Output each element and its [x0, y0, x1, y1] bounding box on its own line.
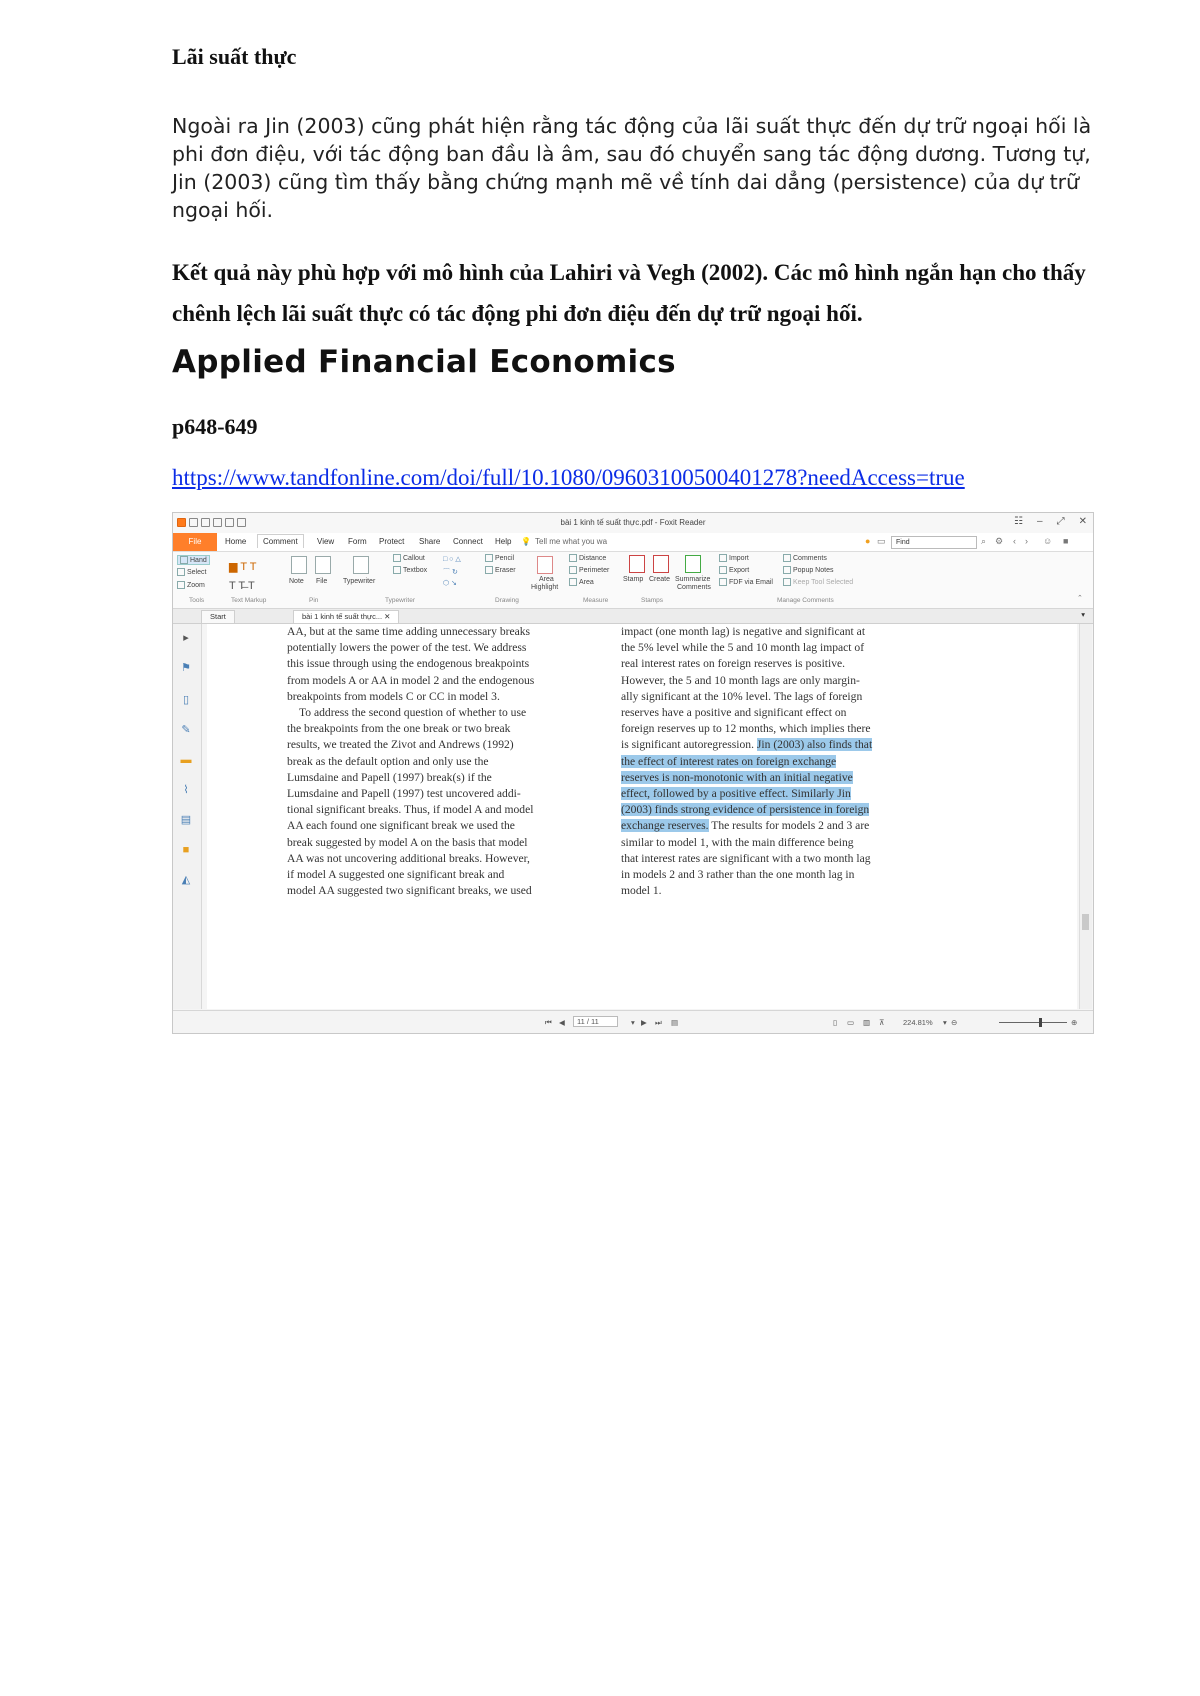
callout-icon — [393, 554, 401, 562]
pdf-text: foreign reserves up to 12 months, which implies there — [621, 722, 871, 736]
first-page-icon[interactable]: ⏮ — [545, 1018, 552, 1027]
pdf-text-line — [621, 867, 931, 883]
close-tab-icon[interactable]: ✕ — [384, 612, 391, 621]
document-tab-label: bài 1 kinh tế suất thực... — [302, 612, 383, 621]
text-markup-icons[interactable]: T T̶ T — [229, 580, 255, 592]
pdf-text-line — [621, 673, 931, 689]
highlighted-text[interactable]: exchange reserves. — [621, 819, 709, 833]
export-icon — [719, 566, 727, 574]
pdf-text-line — [621, 818, 931, 834]
pdf-text-line — [621, 640, 931, 656]
document-tabs — [173, 609, 1093, 624]
tab-document[interactable] — [293, 610, 399, 623]
fdf-email-button[interactable]: FDF via Email — [719, 578, 773, 586]
group-label-measure: Measure — [583, 597, 609, 604]
zoom-slider-knob[interactable] — [1039, 1018, 1042, 1027]
comments-button[interactable]: Comments — [783, 554, 827, 562]
export-button[interactable]: Export — [719, 566, 749, 574]
find-input[interactable]: Find — [891, 536, 977, 549]
zoom-tool-button[interactable]: Zoom — [177, 581, 205, 589]
group-label-manage-comments: Manage Comments — [777, 597, 834, 604]
window-title: bài 1 kinh tế suất thực.pdf - Foxit Reader — [560, 518, 706, 527]
highlighted-text[interactable]: Jin (2003) also finds that — [756, 738, 873, 752]
close-icon[interactable]: ✕ — [1078, 516, 1087, 527]
folder-icon[interactable]: ▭ — [877, 536, 886, 546]
search-icon[interactable]: ⌕ — [981, 536, 987, 546]
pdf-text-line: AA each found one significant break we used the — [287, 819, 515, 833]
previous-result-icon[interactable]: ‹ — [1013, 536, 1016, 546]
group-label-tools: Tools — [189, 597, 205, 604]
pdf-text: ally significant at the 10% level. The lags of foreign — [621, 689, 863, 703]
doi-link[interactable]: https://www.tandfonline.com/doi/full/10.1080/09603100500401278?needAccess=true — [172, 465, 965, 490]
email-icon — [719, 578, 727, 586]
attachments-icon[interactable]: ⌇ — [183, 784, 189, 796]
minimize-icon[interactable]: – — [1037, 516, 1043, 527]
textbox-icon — [393, 566, 401, 574]
tell-me-input[interactable]: Tell me what you wa — [535, 537, 608, 546]
tab-view[interactable]: View — [317, 537, 335, 546]
pdf-text-line — [621, 689, 931, 705]
perimeter-button[interactable]: Perimeter — [569, 566, 609, 574]
expand-panel-icon[interactable]: ▸ — [183, 632, 189, 644]
pencil-icon — [485, 554, 493, 562]
select-tool-button[interactable]: Select — [177, 568, 206, 576]
maximize-icon[interactable]: ⤢ — [1056, 516, 1065, 527]
bold-paragraph: Kết quả này phù hợp với mô hình của Lahiri và Vegh (2002). Các mô hình ngắn hạn cho thấy chênh lệch lãi suất thực có tác động phi đơn điệu đến dự trữ ngoại hối. — [172, 260, 1086, 326]
pdf-text: impact (one month lag) is negative and significant at — [621, 625, 866, 638]
note-icon[interactable] — [291, 556, 307, 574]
embedded-screenshot — [172, 512, 1094, 1034]
zoom-dropdown-icon[interactable]: ▾ — [943, 1018, 947, 1027]
menu-bar — [173, 533, 1093, 552]
page-range: p648-649 — [172, 414, 258, 439]
pdf-text-line: break suggested by model A on the basis that model — [287, 835, 528, 849]
body-paragraph: Ngoài ra Jin (2003) cũng phát hiện rằng tác động của lãi suất thực đến dự trữ ngoại hối là phi đơn điệu, với tác động ban đầu là âm, sau đó chuyển sang tác động dương. Tương tự, Jin (2003) cũng tìm thấy bằng chứng mạnh mẽ về tính dai dẳng (persistence) của dự trữ ngoại hối. — [172, 114, 1092, 222]
pdf-text-line: the breakpoints from the one break or two break — [287, 722, 511, 736]
zoom-slider[interactable] — [999, 1022, 1067, 1023]
pdf-text: reserves have a positive and significant effect on — [621, 706, 847, 720]
pdf-text-line: Lumsdaine and Papell (1997) break(s) if the — [287, 770, 492, 784]
pdf-text-line: breakpoints from models C or CC in model 3. — [287, 689, 500, 703]
pdf-text-line — [621, 656, 931, 672]
highlighted-text[interactable]: (2003) finds strong evidence of persistence in foreign — [621, 803, 870, 817]
next-result-icon[interactable]: › — [1025, 536, 1028, 546]
facing-page-icon[interactable]: ▥ — [863, 1018, 871, 1027]
help-icon[interactable]: ■ — [1063, 536, 1069, 546]
hand-icon — [180, 556, 188, 564]
area-button[interactable]: Area — [569, 578, 594, 586]
pdf-text-line — [621, 705, 931, 721]
popup-notes-button[interactable]: Popup Notes — [783, 566, 833, 574]
page-view-icon[interactable]: ▤ — [671, 1018, 679, 1027]
perimeter-icon — [569, 566, 577, 574]
checkbox-icon — [783, 578, 791, 586]
pdf-text-line — [621, 737, 931, 753]
note-button[interactable]: Note — [289, 578, 304, 585]
comments-icon — [783, 554, 791, 562]
previous-page-icon[interactable]: ◀ — [559, 1018, 565, 1027]
title-bar — [173, 513, 1093, 533]
distance-button[interactable]: Distance — [569, 554, 606, 562]
pdf-text-line — [621, 754, 931, 770]
highlighted-text[interactable]: effect, followed by a positive effect. Similarly Jin — [621, 787, 851, 801]
line-icons[interactable]: ⌒ ↻ — [443, 569, 458, 576]
hand-tool-button[interactable]: Hand — [177, 555, 210, 565]
pdf-text: is significant autoregression. — [621, 738, 757, 752]
pdf-text-line — [621, 835, 931, 851]
account-icon[interactable]: ☺ — [1043, 536, 1053, 546]
create-stamp-icon[interactable] — [653, 555, 669, 573]
continuous-page-icon[interactable]: ▭ — [847, 1018, 855, 1027]
area-highlight-label-1[interactable]: Area — [539, 576, 554, 583]
journal-title: Applied Financial Economics — [172, 344, 676, 380]
callout-button[interactable]: Callout — [393, 554, 425, 562]
summarize-label-2[interactable]: Comments — [677, 584, 711, 591]
security-icon[interactable]: ■ — [182, 844, 190, 856]
pdf-right-column — [621, 624, 931, 899]
import-icon — [719, 554, 727, 562]
tab-connect[interactable]: Connect — [453, 537, 483, 546]
next-page-icon[interactable]: ▶ — [641, 1018, 647, 1027]
pdf-text: However, the 5 and 10 month lags are only margin- — [621, 673, 860, 687]
page-dropdown-icon[interactable]: ▾ — [631, 1018, 635, 1027]
pdf-text-line: from models A or AA in model 2 and the endogenous — [287, 673, 535, 687]
fit-icon[interactable]: ⊼ — [879, 1018, 885, 1027]
pdf-text-line: model AA suggested two significant breaks, we used — [287, 884, 532, 898]
highlighted-text[interactable]: reserves is non-monotonic with an initial negative — [621, 770, 853, 784]
pdf-text-line: AA, but at the same time adding unnecessary breaks — [287, 625, 531, 638]
zoom-out-icon[interactable]: ⊖ — [951, 1018, 958, 1027]
typewriter-button[interactable]: Typewriter — [343, 578, 376, 585]
create-button[interactable]: Create — [649, 576, 671, 583]
window-controls — [1014, 516, 1087, 527]
pdf-text: similar to model 1, with the main difference being — [621, 835, 854, 849]
pdf-text: The results for models 2 and 3 are — [708, 819, 870, 833]
tags-icon[interactable]: ◭ — [181, 874, 191, 886]
pdf-text-line: potentially lowers the power of the test. We address — [287, 641, 527, 655]
polygon-icons[interactable]: ⬡ ↘ — [443, 580, 457, 587]
stamp-button[interactable]: Stamp — [623, 576, 644, 583]
area-highlight-icon[interactable] — [537, 556, 553, 574]
pdf-text: real interest rates on foreign reserves is positive. — [621, 657, 846, 671]
zoom-in-icon[interactable]: ⊕ — [1071, 1018, 1078, 1027]
textbox-button[interactable]: Textbox — [393, 566, 427, 574]
pdf-text-line: To address the second question of whether to use — [299, 706, 527, 720]
group-label-typewriter: Typewriter — [385, 597, 415, 604]
vertical-scrollbar[interactable] — [1079, 624, 1092, 1009]
group-label-text-markup: Text Markup — [231, 597, 267, 604]
ribbon-options-icon[interactable]: ☷ — [1014, 516, 1024, 527]
scrollbar-thumb[interactable] — [1082, 914, 1089, 930]
eraser-button[interactable]: Eraser — [485, 566, 516, 574]
pdf-text-line — [621, 624, 931, 640]
zoom-icon — [177, 581, 185, 589]
pdf-text: that interest rates are significant with a two month lag — [621, 851, 871, 865]
pdf-text-line: tional significant breaks. Thus, if model A and model — [287, 803, 534, 817]
area-highlight-label-2[interactable]: Highlight — [531, 584, 559, 591]
pdf-text-line: if model A suggested one significant break and — [287, 868, 505, 882]
summarize-label-1[interactable]: Summarize — [675, 576, 711, 583]
tab-protect[interactable]: Protect — [379, 537, 405, 546]
pdf-text: model 1. — [621, 884, 662, 898]
highlight-text-icon[interactable]: ▆ T T — [229, 561, 257, 573]
keep-tool-selected-checkbox[interactable]: Keep Tool Selected — [783, 578, 853, 586]
bookmarks-icon[interactable]: ⚑ — [181, 662, 191, 674]
pdf-text-line: results, we treated the Zivot and Andrews (1992) — [287, 738, 514, 752]
zoom-level[interactable]: 224.81% — [903, 1018, 933, 1027]
status-bar — [173, 1010, 1093, 1033]
pdf-text: in models 2 and 3 rather than the one month lag in — [621, 868, 855, 882]
file-button[interactable]: File — [316, 578, 328, 585]
pdf-text-line — [621, 770, 931, 786]
pdf-text-line: this issue through using the endogenous breakpoints — [287, 657, 530, 671]
signature-icon[interactable]: ✎ — [181, 724, 191, 736]
tab-share[interactable]: Share — [419, 537, 441, 546]
pdf-text: the 5% level while the 5 and 10 month lag impact of — [621, 641, 865, 655]
pencil-button[interactable]: Pencil — [485, 554, 514, 562]
pdf-text-line: AA was not uncovering additional breaks. However, — [287, 851, 530, 865]
navigation-sidebar — [173, 624, 202, 1009]
popup-notes-icon — [783, 566, 791, 574]
tell-me-icon: 💡 — [521, 537, 531, 546]
tab-home[interactable]: Home — [225, 537, 247, 546]
last-page-icon[interactable]: ⏭ — [655, 1018, 662, 1027]
shape-icons[interactable]: □ ○ △ — [443, 556, 461, 563]
lightbulb-icon: ● — [865, 536, 871, 546]
area-icon — [569, 578, 577, 586]
typewriter-icon[interactable] — [353, 556, 369, 574]
select-icon — [177, 568, 185, 576]
file-tab[interactable]: File — [173, 533, 217, 551]
section-heading: Lãi suất thực — [172, 44, 297, 69]
stamp-icon[interactable] — [629, 555, 645, 573]
tab-comment[interactable]: Comment — [257, 534, 304, 548]
summarize-icon[interactable] — [685, 555, 701, 573]
pdf-text-line: break as the default option and only use the — [287, 754, 489, 768]
tab-start[interactable]: Start — [201, 610, 235, 623]
tab-form[interactable]: Form — [348, 537, 367, 546]
pages-icon[interactable]: ▯ — [182, 694, 190, 706]
pdf-text-line — [621, 786, 931, 802]
eraser-icon — [485, 566, 493, 574]
tab-help[interactable]: Help — [495, 537, 512, 546]
collapse-ribbon-icon[interactable]: ⌃ — [1077, 595, 1083, 602]
pdf-page — [207, 624, 1077, 1009]
pdf-text-line — [621, 721, 931, 737]
pdf-left-column — [287, 624, 597, 899]
import-button[interactable]: Import — [719, 554, 749, 562]
attach-file-icon[interactable] — [315, 556, 331, 574]
page-number-input[interactable]: 11 / 11 — [573, 1016, 618, 1027]
pdf-text-line — [621, 802, 931, 818]
pdf-text-line — [621, 851, 931, 867]
single-page-icon[interactable]: ▯ — [833, 1018, 838, 1027]
distance-icon — [569, 554, 577, 562]
settings-icon[interactable]: ⚙ — [995, 536, 1004, 546]
tab-list-icon[interactable]: ▾ — [1081, 610, 1085, 619]
comments-panel-icon[interactable]: ▬ — [180, 754, 192, 766]
layers-icon[interactable]: ▤ — [180, 814, 192, 826]
group-label-drawing: Drawing — [495, 597, 519, 604]
highlighted-text[interactable]: the effect of interest rates on foreign exchange — [621, 754, 837, 768]
pdf-text-line — [621, 883, 931, 899]
group-label-pin: Pin — [309, 597, 319, 604]
pdf-text-line: Lumsdaine and Papell (1997) test uncovered addi- — [287, 787, 521, 801]
ribbon-toolbar — [173, 552, 1093, 609]
group-label-stamps: Stamps — [641, 597, 664, 604]
